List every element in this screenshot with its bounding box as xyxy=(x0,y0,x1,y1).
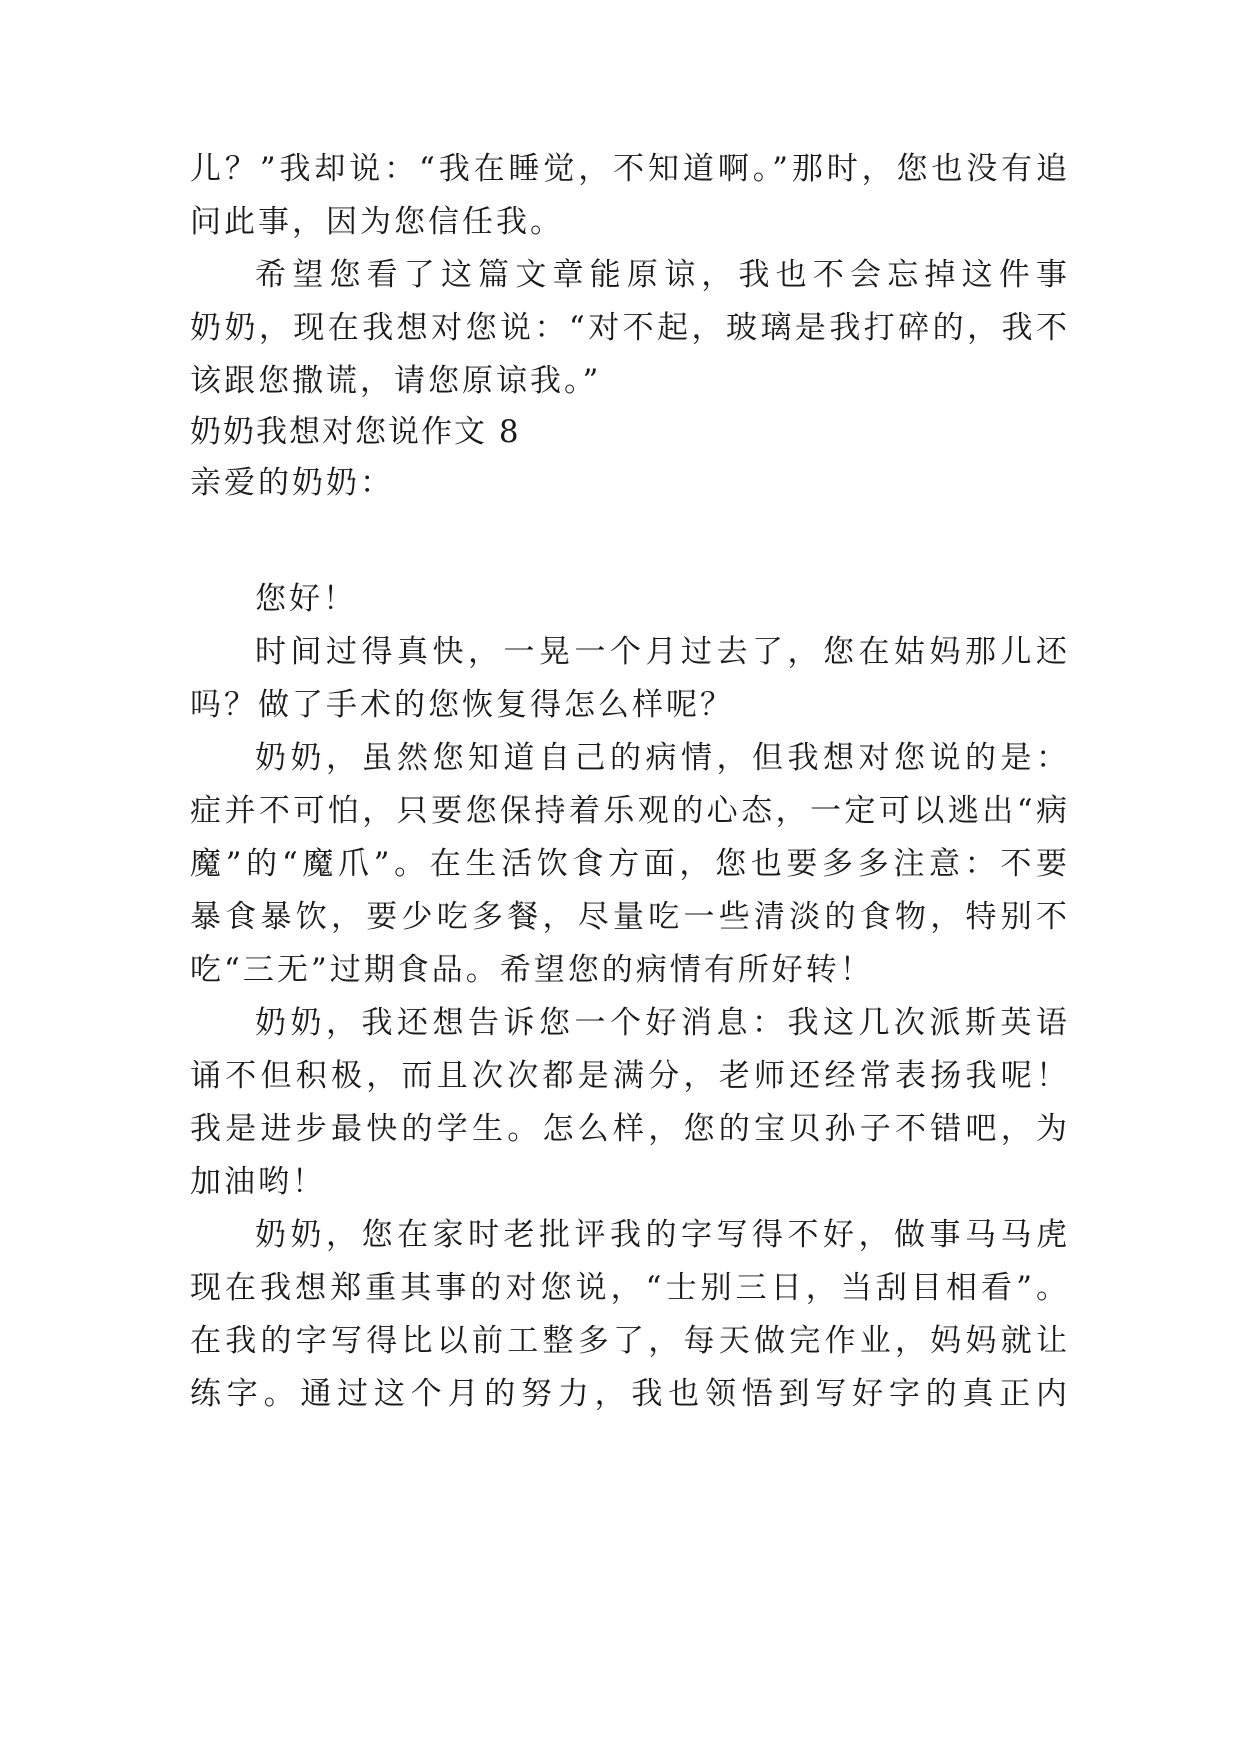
text-line: 吗？做了手术的您恢复得怎么样呢？ xyxy=(190,687,734,723)
section-heading: 奶奶我想对您说作文 8 xyxy=(190,414,521,450)
text-line: 魔”的“魔爪”。在生活饮食方面，您也要多多注意：不要 xyxy=(190,846,1070,882)
text-line: 奶奶，我还想告诉您一个好消息：我这几次派斯英语 xyxy=(255,1005,1070,1041)
text-line: 奶奶，虽然您知道自己的病情，但我想对您说的是： xyxy=(255,740,1070,776)
text-line: 奶奶，现在我想对您说：“对不起，玻璃是我打碎的，我不 xyxy=(190,310,1070,346)
text-line: 加油哟！ xyxy=(190,1164,326,1200)
text-line: 暴食暴饮，要少吃多餐，尽量吃一些清淡的食物，特别不 xyxy=(190,899,1070,935)
text-line: 时间过得真快，一晃一个月过去了，您在姑妈那儿还 xyxy=(255,634,1070,670)
greeting: 您好！ xyxy=(255,581,357,617)
text-line: 症并不可怕，只要您保持着乐观的心态，一定可以逃出“病 xyxy=(190,793,1070,829)
text-line: 儿？”我却说：“我在睡觉，不知道啊。”那时，您也没有追 xyxy=(190,151,1070,187)
text-line: 奶奶，您在家时老批评我的字写得不好，做事马马虎 xyxy=(255,1217,1070,1253)
text-line: 我是进步最快的学生。怎么样，您的宝贝孙子不错吧，为 xyxy=(190,1111,1070,1147)
text-line: 练字。通过这个月的努力，我也领悟到写好字的真正内 xyxy=(190,1376,1070,1412)
text-line: 诵不但积极，而且次次都是满分，老师还经常表扬我呢！ xyxy=(190,1058,1070,1094)
text-line: 希望您看了这篇文章能原谅，我也不会忘掉这件事 xyxy=(255,257,1070,293)
text-line: 该跟您撒谎，请您原谅我。” xyxy=(190,363,602,399)
text-line: 在我的字写得比以前工整多了，每天做完作业，妈妈就让 xyxy=(190,1323,1070,1359)
text-line: 问此事，因为您信任我。 xyxy=(190,204,564,240)
salutation: 亲爱的奶奶： xyxy=(190,465,394,501)
text-line: 现在我想郑重其事的对您说，“士别三日，当刮目相看”。 xyxy=(190,1270,1070,1306)
text-line: 吃“三无”过期食品。希望您的病情有所好转！ xyxy=(190,952,874,988)
